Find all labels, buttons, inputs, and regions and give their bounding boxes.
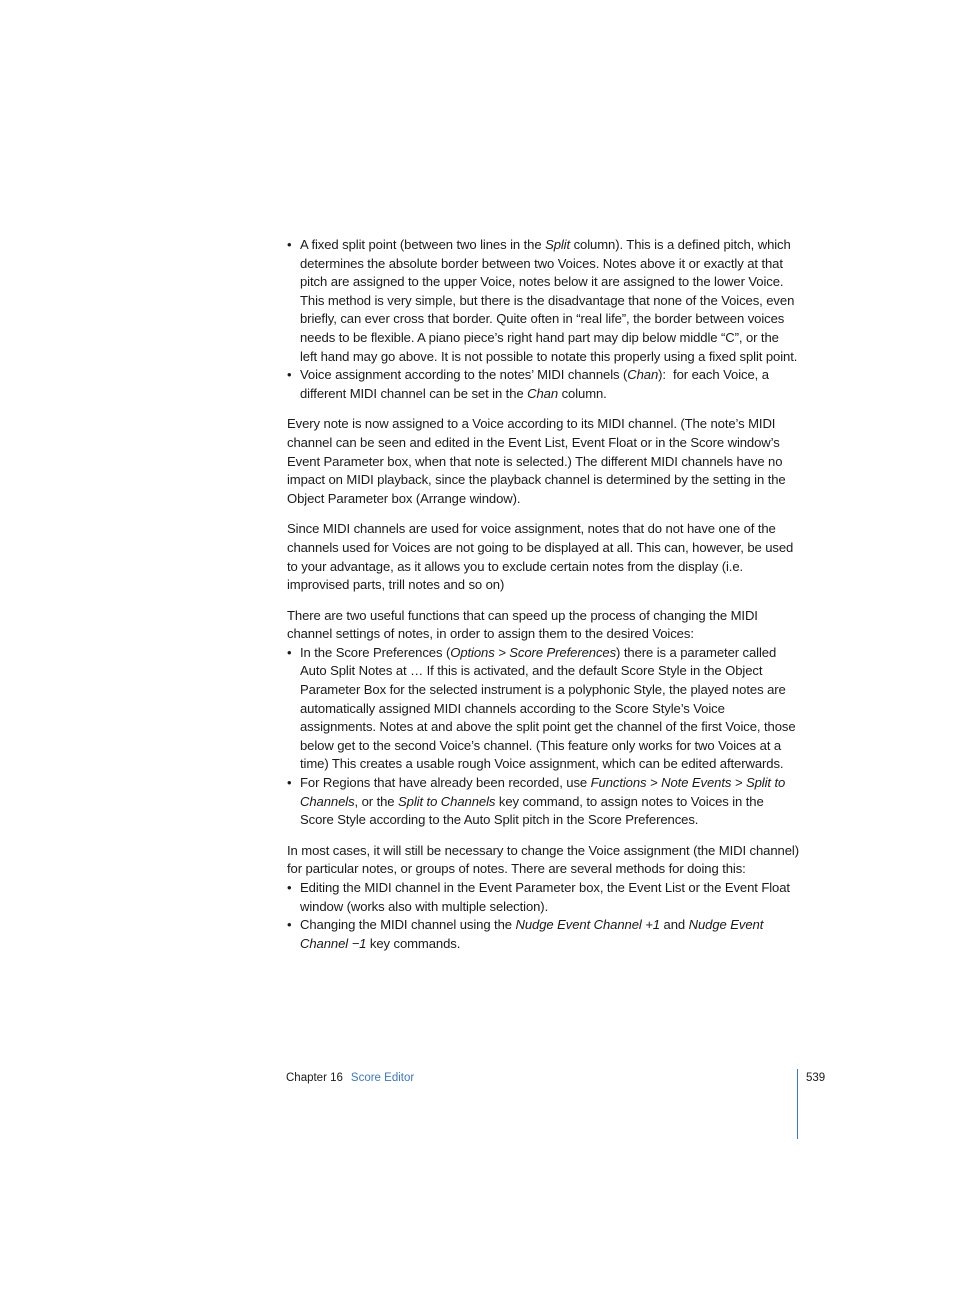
list-item: • Changing the MIDI channel using the Nudge Event Channel +1 and Nudge Event Channel −1 key commands.: [287, 916, 799, 953]
list-item: • Editing the MIDI channel in the Event Parameter box, the Event List or the Event Float window (works also with multiple selection).: [287, 879, 799, 916]
list-item: • In the Score Preferences (Options > Score Preferences) there is a parameter called Auto Split Notes at … If this is activated, and the default Score Style in the Object Parameter Box for the selected instrument is a polyphonic Style, the played notes are automatically assigned MIDI channels according to the Score Style’s Voice assignments. Notes at and above the split point get the channel of the first Voice, those below get to the second Voice’s channel. (This feature only works for two Voices at a time) This creates a usable rough Voice assignment, which can be edited afterwards.: [287, 644, 799, 774]
paragraph-midi-channel-assignment: Every note is now assigned to a Voice according to its MIDI channel. (The note’s MIDI channel can be seen and edited in the Event List, Event Float or in the Score window’s Event Parameter box, when that note is selected.) The different MIDI channels have no impact on MIDI playback, since the playback channel is determined by the setting in the Object Parameter box (Arrange window).: [287, 416, 786, 506]
italic-term: Split to Channels: [398, 793, 496, 809]
page-number: 539: [806, 1072, 826, 1084]
italic-term: Functions > Note Events > Split to Channels: [300, 775, 786, 809]
list-item: • A fixed split point (between two lines in the Split column). This is a defined pitch, which determines the absolute border between two Voices. Notes above it or exactly at that pitch are assigned to the upper Voice, notes below it are assigned to the lower Voice. This method is very simple, but there is the disadvantage that none of the Voices, even briefly, can ever cross that border. Quite often in “real life”, the border between voices needs to be flexible. A piano piece’s right hand part may dip below middle “C”, or the left hand may go above. It is not possible to notate this properly using a fixed split point.: [287, 236, 799, 366]
chapter-title-link[interactable]: Score Editor: [350, 1072, 415, 1084]
page-body: [287, 236, 799, 965]
italic-term: Nudge Event Channel +1: [515, 917, 660, 933]
footer-chapter: [286, 1070, 414, 1086]
footer-divider: [797, 1069, 798, 1139]
chapter-label: Chapter 16: [286, 1072, 343, 1084]
bullet-list-functions: [287, 644, 799, 830]
list-item: • For Regions that have already been recorded, use Functions > Note Events > Split to Channels, or the Split to Channels key command, to assign notes to Voices in the Score Style according to the Auto Split pitch in the Score Preferences.: [287, 774, 799, 830]
italic-term: Chan: [627, 367, 659, 383]
italic-term: Split: [545, 237, 571, 252]
list-item: • Voice assignment according to the notes’ MIDI channels (Chan): for each Voice, a different MIDI channel can be set in the Chan column.: [287, 366, 799, 403]
paragraph-voice-channels: Since MIDI channels are used for voice assignment, notes that do not have one of the channels used for Voices are not going to be displayed at all. This can, however, be used to your advantage, as it allows you to exclude certain notes from the display (i.e. improvised parts, trill notes and so on): [287, 521, 794, 593]
bullet-list-methods: [287, 879, 799, 953]
bullet-list-split-methods: [287, 236, 799, 403]
italic-term: Nudge Event Channel −1: [300, 917, 764, 951]
paragraph-changing-assignment: In most cases, it will still be necessary to change the Voice assignment (the MIDI channel) for particular notes, or groups of notes. There are several methods for doing this:: [287, 842, 799, 877]
italic-term: Options > Score Preferences: [450, 644, 617, 660]
paragraph-useful-functions: There are two useful functions that can speed up the process of changing the MIDI channel settings of notes, in order to assign them to the desired Voices:: [287, 607, 758, 642]
italic-term: Chan: [527, 385, 559, 401]
